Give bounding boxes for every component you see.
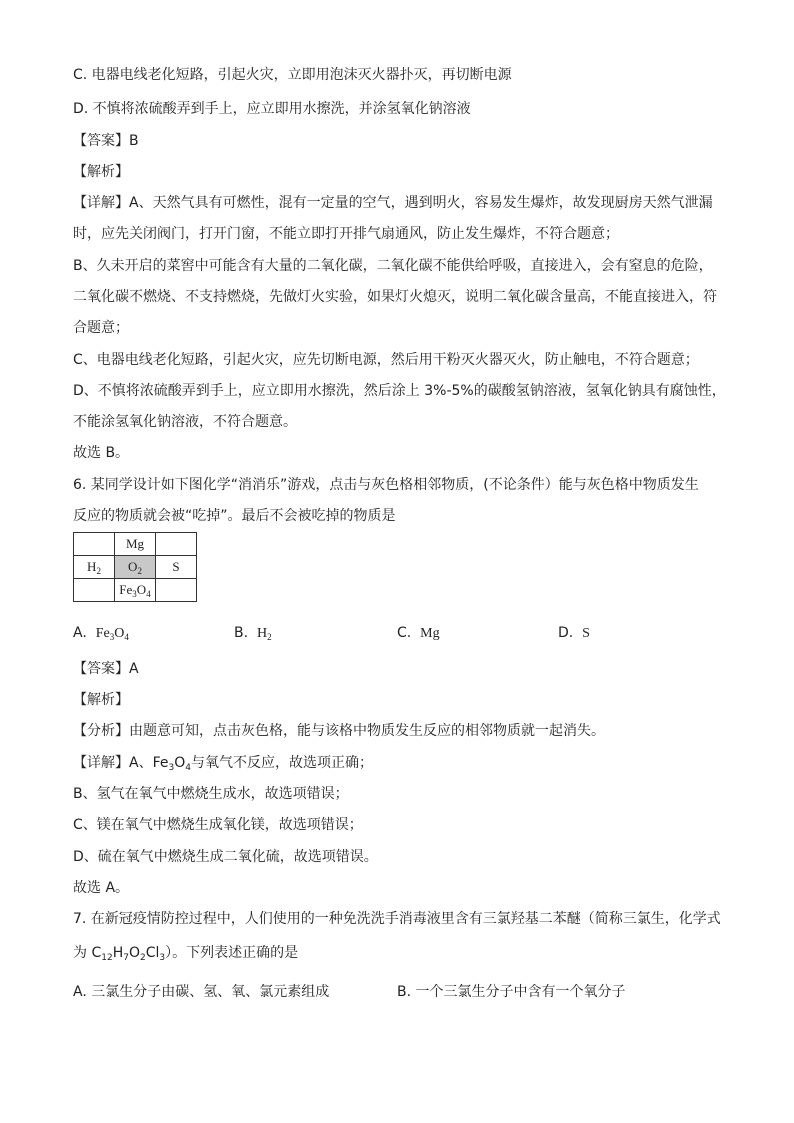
answer-label: 【答案】B [73,133,139,149]
grid-cell [156,533,197,556]
q6-option-d: D. S [558,625,590,641]
grid-cell: S [156,556,197,579]
grid-cell: Mg [115,533,156,556]
detail-line: D、硫在氧气中燃烧生成二氧化硫，故选项错误。 [73,849,378,865]
detail-line: 不能涂氢氧化钠溶液，不符合题意。 [73,414,297,430]
option-d-text: D. 不慎将浓硫酸弄到手上，应立即用水擦洗，并涂氢氧化钠溶液 [73,101,471,117]
detail-line: 【详解】A、$Fe_3O_4$与氧气不反应，故选项正确； [73,755,373,773]
grid-cell: $Fe_3O_4$ [115,579,156,602]
detail-line: B、氢气在氧气中燃烧生成水，故选项错误； [73,786,349,802]
analysis-label: 【解析】 [73,692,129,708]
conclusion: 故选 A。 [73,880,130,896]
conclusion: 故选 B。 [73,445,130,461]
question-7-text: 7. 在新冠疫情防控过程中，人们使用的一种免洗洗手消毒液里含有三氯羟基二苯醚（简称三氯生，化学式 [73,911,721,927]
detail-line: C、镁在氧气中燃烧生成氧化镁，故选项错误； [73,817,363,833]
detail-line: C、电器电线老化短路，引起火灾，应先切断电源，然后用干粉灭火器灭火，防止触电，不符合题意； [73,352,699,368]
detail-line: 合题意； [73,320,129,336]
q7-option-b: B. 一个三氯生分子中含有一个氧分子 [397,984,626,1000]
detail-line: 时，应先关闭阀门，打开门窗，不能立即打开排气扇通风，防止发生爆炸，不符合题意； [73,226,619,242]
detail-line: 【详解】A、天然气具有可燃性，混有一定量的空气，遇到明火，容易发生爆炸，故发现厨房天然气泄漏 [73,195,713,211]
grid-cell [74,533,115,556]
analysis-line: 【分析】由题意可知，点击灰色格，能与该格中物质发生反应的相邻物质就一起消失。 [73,723,605,739]
q6-option-c: C. Mg [397,625,440,641]
question-6-text: 6. 某同学设计如下图化学“消消乐”游戏，点击与灰色格相邻物质，(不论条件）能与灰色格中物质发生 [73,477,699,493]
question-7-text: 为 $C_{12}H_7O_2Cl_3$）。下列表述正确的是 [73,945,299,963]
detail-line: D、不慎将浓硫酸弄到手上，应立即用水擦洗，然后涂上 3%-5%的碳酸氢钠溶液，氢氧化钠具有腐蚀性， [73,383,726,399]
q6-option-a: A. $Fe_3O_4$ [73,625,129,642]
option-c-text: C. 电器电线老化短路，引起火灾，立即用泡沫灭火器扑灭，再切断电源 [73,67,512,83]
detail-line: 二氧化碳不燃烧、不支持燃烧，先做灯火实验，如果灯火熄灭，说明二氧化碳含量高，不能直接进入，符 [73,289,717,305]
q7-option-a: A. 三氯生分子由碳、氢、氧、氯元素组成 [73,984,330,1000]
analysis-label: 【解析】 [73,164,129,180]
question-6-text: 反应的物质就会被“吃掉”。最后不会被吃掉的物质是 [73,508,396,524]
answer-label: 【答案】A [73,661,139,677]
grid-cell [74,579,115,602]
detail-line: B、久未开启的菜窖中可能含有大量的二氧化碳，二氧化碳不能供给呼吸，直接进入，会有窒息的危险， [73,258,713,274]
grid-cell [156,579,197,602]
q6-option-b: B. $H_2$ [234,625,272,642]
game-grid [73,532,197,602]
grid-cell: $H_2$ [74,556,115,579]
grid-cell-gray: $O_2$ [115,556,156,579]
